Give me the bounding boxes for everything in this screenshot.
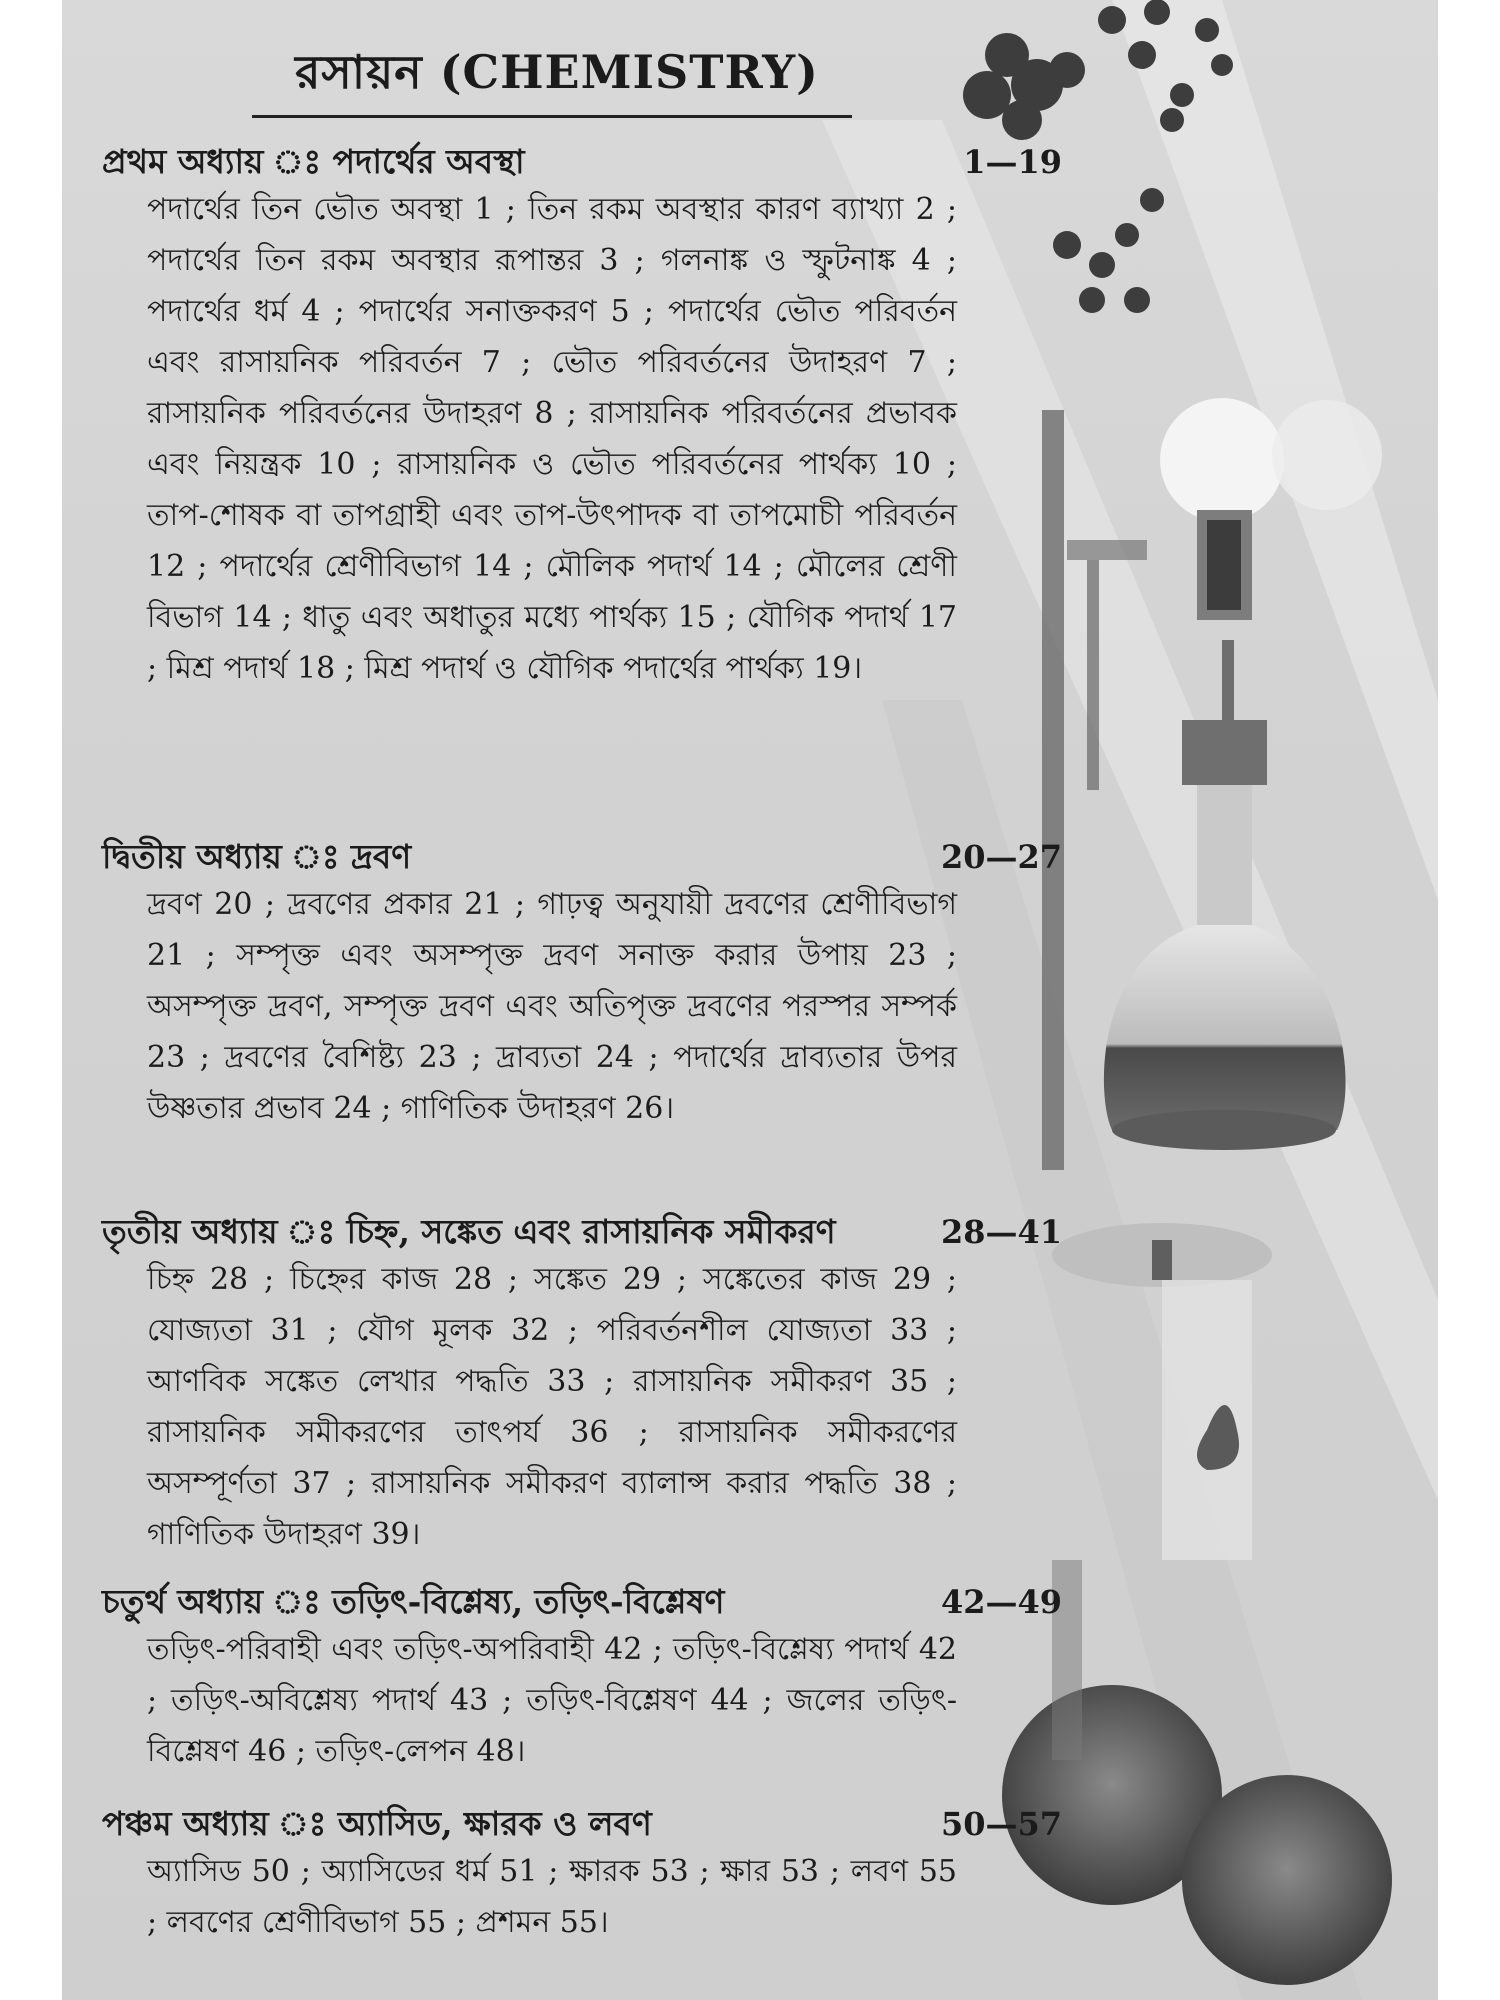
chapter-4 [102, 1580, 1062, 1777]
page-title: রসায়ন (CHEMISTRY) [295, 45, 819, 99]
page-range: 50—57 [940, 1805, 1062, 1843]
chapter-1 [102, 140, 1062, 694]
chapter-topics: তড়িৎ-পরিবাহী এবং তড়িৎ-অপরিবাহী 42 ; তড়িৎ-বিশ্লেষ্য পদার্থ 42 ; তড়িৎ-অবিশ্লেষ্য পদার্থ 43 ; তড়িৎ-বিশ্লেষণ 44 ; জলের তড়িৎ-বিশ্লেষণ 46 ; তড়িৎ-লেপন 48। [147, 1632, 957, 1769]
page-range: 20—27 [940, 838, 1062, 876]
page-range: 42—49 [940, 1583, 1062, 1621]
chapter-topics: অ্যাসিড 50 ; অ্যাসিডের ধর্ম 51 ; ক্ষারক 53 ; ক্ষার 53 ; লবণ 55 ; লবণের শ্রেণীবিভাগ 55 ; প্রশমন 55। [147, 1854, 957, 1940]
chapter-5 [102, 1802, 1062, 1948]
page-range: 1—19 [963, 143, 1062, 181]
chapter-heading: দ্বিতীয় অধ্যায় ঃ দ্রবণ [102, 837, 412, 876]
chapter-heading: তৃতীয় অধ্যায় ঃ চিহ্ন, সঙ্কেত এবং রাসায়নিক সমীকরণ [102, 1212, 836, 1251]
chapter-heading: চতুর্থ অধ্যায় ঃ তড়িৎ-বিশ্লেষ্য, তড়িৎ-বিশ্লেষণ [102, 1582, 725, 1621]
chapter-heading: পঞ্চম অধ্যায় ঃ অ্যাসিড, ক্ষারক ও লবণ [102, 1804, 652, 1843]
chapter-2 [102, 835, 1062, 1134]
chapter-heading: প্রথম অধ্যায় ঃ পদার্থের অবস্থা [102, 142, 525, 181]
chapter-topics: পদার্থের তিন ভৌত অবস্থা 1 ; তিন রকম অবস্থার কারণ ব্যাখ্যা 2 ; পদার্থের তিন রকম অবস্থার রূপান্তর 3 ; গলনাঙ্ক ও স্ফুটনাঙ্ক 4 ; পদার্থের ধর্ম 4 ; পদার্থের সনাক্তকরণ 5 ; পদার্থের ভৌত পরিবর্তন এবং রাসায়নিক পরিবর্তন 7 ; ভৌত পরিবর্তনের উদাহরণ 7 ; রাসায়নিক পরিবর্তনের উদাহরণ 8 ; রাসায়নিক পরিবর্তনের প্রভাবক এবং নিয়ন্ত্রক 10 ; রাসায়নিক ও ভৌত পরিবর্তনের পার্থক্য 10 ; তাপ-শোষক বা তাপগ্রাহী এবং তাপ-উৎপাদক বা তাপমোচী পরিবর্তন 12 ; পদার্থের শ্রেণীবিভাগ 14 ; মৌলিক পদার্থ 14 ; মৌলের শ্রেণী বিভাগ 14 ; ধাতু এবং অধাতুর মধ্যে পার্থক্য 15 ; যৌগিক পদার্থ 17 ; মিশ্র পদার্থ 18 ; মিশ্র পদার্থ ও যৌগিক পদার্থের পার্থক্য 19। [147, 192, 957, 686]
chapter-topics: চিহ্ন 28 ; চিহ্নের কাজ 28 ; সঙ্কেত 29 ; সঙ্কেতের কাজ 29 ; যোজ্যতা 31 ; যৌগ মূলক 32 ; পরিবর্তনশীল যোজ্যতা 33 ; আণবিক সঙ্কেত লেখার পদ্ধতি 33 ; রাসায়নিক সমীকরণ 35 ; রাসায়নিক সমীকরণের তাৎপর্য 36 ; রাসায়নিক সমীকরণের অসম্পূর্ণতা 37 ; রাসায়নিক সমীকরণ ব্যালান্স করার পদ্ধতি 38 ; গাণিতিক উদাহরণ 39। [147, 1262, 957, 1552]
chapter-topics: দ্রবণ 20 ; দ্রবণের প্রকার 21 ; গাঢ়ত্ব অনুযায়ী দ্রবণের শ্রেণীবিভাগ 21 ; সম্পৃক্ত এবং অসম্পৃক্ত দ্রবণ সনাক্ত করার উপায় 23 ; অসম্পৃক্ত দ্রবণ, সম্পৃক্ত দ্রবণ এবং অতিপৃক্ত দ্রবণের পরস্পর সম্পর্ক 23 ; দ্রবণের বৈশিষ্ট্য 23 ; দ্রাব্যতা 24 ; পদার্থের দ্রাব্যতার উপর উষ্ণতার প্রভাব 24 ; গাণিতিক উদাহরণ 26। [147, 887, 957, 1126]
chapter-3 [102, 1210, 1062, 1560]
page-range: 28—41 [940, 1213, 1062, 1251]
book-page [62, 0, 1438, 2000]
title-underline [252, 115, 852, 118]
